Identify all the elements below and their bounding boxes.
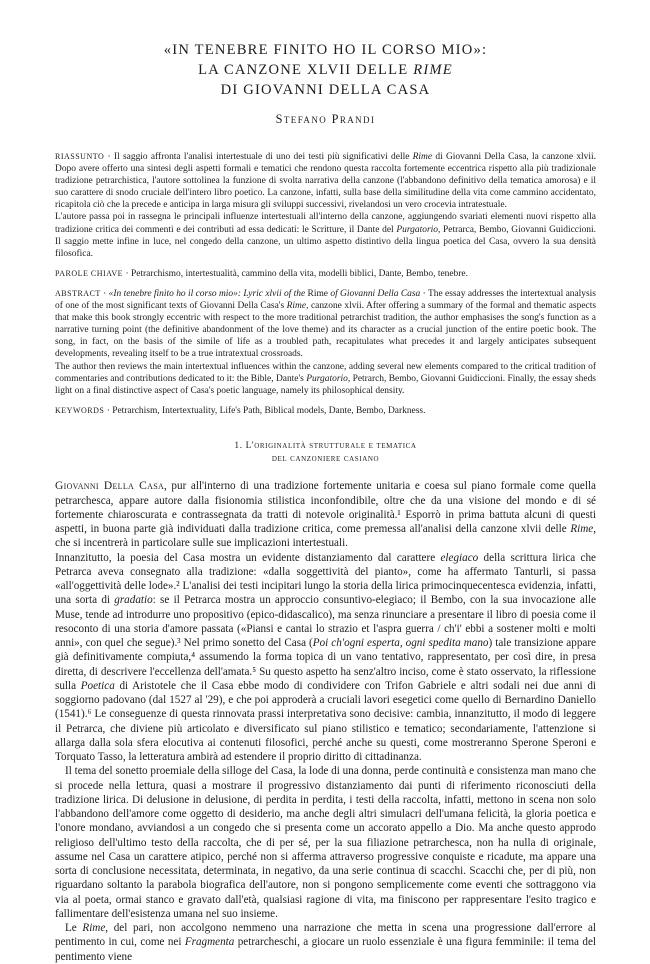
riassunto-paragraph: RIASSUNTO · Il saggio affronta l'analisi intertestuale di uno dei testi più significativi delle Rime di Giovanni Della Casa, la canzone xlvii. Dopo avere offerto una sintesi degli aspetti formali e tematici che rendono questa raccolta fortemente eccentrica rispetto alla più tradizionale tradizione petrarchistica, l'autore sottolinea la funzione di svolta narrativa della canzone (l'abbandono definitivo della tematica amorosa) e il suo carattere di snodo cruciale dell'intero libro poetico. La canzone, infatti, sulla base della similitudine della vita come cammino accidentato, ricapitola ciò che la precede e anticipa in larga misura gli sviluppi successivi, rivelandosi un vero crocevia intratestuale.: [55, 152, 596, 211]
article-title: [55, 40, 596, 100]
article-body: [55, 479, 596, 964]
body-paragraph-2: Innanzitutto, la poesia del Casa mostra un evidente distanziamento dal carattere elegiaco della scrittura lirica che Petrarca aveva consegnato alla tradizione: «dalla soggettività del pianto», come ha affermato Tanturli, si passa «all'oggettività delle lode».² L'analisi dei testi incipitari lungo la storia della lirica primocinquecentesca evidenzia, infatti, una sorta di gradatio: se il Petrarca mostra un approccio consuntivo-elegiaco; il Bembo, con la sua invocazione alle Muse, tende ad introdurre uno propositivo (epico-didascalico), ma senza rinunciare a presentare il libro di poesia come il resoconto di una storia d'amore passata («Piansi e cantai lo strazio et l'aspra guerra / ch'i' ebbi a sostener molti e molti anni», con quel che segue).³ Nel primo sonetto del Casa (Poi ch'ogni esperta, ogni spedita mano) tale transizione appare già definitivamente compiuta,⁴ assumendo la forma topica di un vano tentativo, rappresentato, per così dire, in presa diretta, di descrivere l'eccellenza dell'amata.⁵ Su questo aspetto ha senz'altro inciso, come è stato osservato, la riflessione sulla Poetica di Aristotele che il Casa ebbe modo di condividere con Trifon Gabriele e altri sodali nei due anni di soggiorno padovano (dal 1527 al '29), e che poi approderà a cruciali lavori esegetici come quello di Bernardino Daniello (1541).⁶ Le conseguenze di questa rinnovata prassi interpretativa sono decisive: cambia, innanzitutto, il modo di leggere il Petrarca, che diviene più articolato e diversificato sul piano stilistico e tematico; secondariamente, l'attenzione si allarga dalla sola sfera elocutiva ai contenuti filosofici, perché anche su questi, come mostreranno Sperone Speroni e Torquato Tasso, la letteratura ambirà ad estendere il proprio diritto di cittadinanza.: [55, 551, 597, 764]
body-paragraph-1: Giovanni Della Casa, pur all'interno di una tradizione fortemente unitaria e coesa sul piano formale come quella petrarchesca, appare autore dalla fisionomia stilistica inconfondibile, oltre che da una visione del mondo e di sé fortemente chiaroscurata e contrassegnata da tratti di notevole originalità.¹ Esporrò in prima battuta alcuni di questi aspetti, in buona parte già individuati dalla tradizione critica, come premessa all'analisi della canzone xlvii delle Rime, che si incentrerà in particolare sulle sue implicazioni intertestuali.: [55, 480, 596, 550]
title-line-3: DI GIOVANNI DELLA CASA: [220, 82, 431, 98]
riassunto-paragraph-2: L'autore passa poi in rassegna le principali influenze intertestuali all'interno della canzone, aggiungendo svariati elementi nuovi rispetto alla tradizione critica dei commenti e dei contributi ad essa dedicati: le Scritture, il Dante del Purgatorio, Petrarca, Bembo, Giovanni Guidiccioni. Il saggio mette infine in luce, nel congedo della canzone, un ultimo aspetto distintivo della lingua poetica del Casa, ovvero la sua densità filosofica.: [55, 212, 596, 259]
title-line-1: «IN TENEBRE FINITO HO IL CORSO MIO»:: [163, 42, 488, 58]
parole-chiave: PAROLE CHIAVE · Petrarchismo, intertestualità, cammino della vita, modelli biblici, Dante, Bembo, tenebre.: [55, 268, 468, 279]
author-cap: Giovanni Della Casa: [55, 480, 165, 493]
abstract-paragraph-2: The author then reviews the main intertextual influences within the canzone, adding several new elements compared to the critical tradition of commentaries and contributions dedicated to it: the Bible, Dante's Purgatorio, Petrarch, Bembo, Giovanni Guidiccioni. Finally, the essay sheds light on a final distinctive aspect of Casa's poetic language, namely its philosophical density.: [55, 361, 596, 396]
article-page: [55, 40, 596, 964]
section-heading-line-2: del canzoniere casiano: [271, 453, 380, 464]
body-paragraph-3: Il tema del sonetto proemiale della silloge del Casa, la lode di una donna, perde continuità e consistenza man mano che si procede nella lettura, quasi a mostrare il progressivo distanziamento dai punti di riferimento riconosciuti della tradizione lirica. Di delusione in delusione, di perdita in perdita, i testi della raccolta, infatti, mettono in scena non solo l'abbandono dell'amore come oggetto di desiderio, ma anche degli altri simulacri dell'umana felicità, la gloria poetica e l'onore mondano, avviandosi a un congedo che si presenta come un accorato appello a Dio. Ma anche questo approdo religioso dell'ultimo testo della raccolta, che di per sé, per la sua filiazione petrarchesca, non ha nulla di originale, assume nel Casa un carattere atipico, perché non si afferma attraverso progressive conquiste e ricadute, ma appare una sorta di conclusione necessitata, determinata, in negativo, da una serie continua di scacchi. Scacchi che, per di più, non riguardano soltanto la parabola biografica dell'autore, non si pongono semplicemente come eventi che sottraggono via via al poeta, ormai stanco e gravato dall'età, qualsiasi ragione di vita, ma finiscono per rappresentare l'esito tragico e fallimentare dell'esistenza umana nel suo insieme.: [55, 765, 596, 920]
author-name: Stefano Prandi: [275, 112, 376, 126]
riassunto-label: RIASSUNTO: [55, 152, 105, 161]
abstracts-block: [55, 151, 596, 417]
section-heading-line-1: 1. L'originalità strutturale e tematica: [234, 440, 417, 451]
keywords: KEYWORDS · Petrarchism, Intertextuality, Life's Path, Biblical models, Dante, Bembo, Darkness.: [55, 405, 426, 416]
keywords-label: KEYWORDS: [55, 405, 105, 415]
body-paragraph-4: Le Rime, del pari, non accolgono nemmeno una narrazione che metta in scena una progressione dall'errore al pentimento in cui, come nei Fragmenta petrarcheschi, a giocare un ruolo essenziale è una figura femminile: il tema del pentimento viene: [55, 922, 596, 963]
title-line-2: LA CANZONE XLVII DELLE RIME: [198, 62, 453, 78]
section-heading: [55, 440, 596, 466]
abstract-label: ABSTRACT: [55, 288, 101, 298]
parole-chiave-label: PAROLE CHIAVE: [55, 268, 124, 278]
abstract-paragraph: ABSTRACT · «In tenebre finito ho il corso mio»: Lyric xlvii of the Rime of Giovanni Della Casa · The essay addresses the intertextual analysis of one of the most significant texts of Giovanni Della Casa's Rime, canzone xlvii. After offering a summary of the formal and thematic aspects that make this book strongly eccentric with respect to the more traditional petrarchist tradition, the author emphasises the song's function as a narrative turning point (the definitive abandonment of the love theme) and its character as a crucial junction of the entire poetic book. The song, in fact, on the basis of the simile of life as a troubled path, recapitulates what precedes it and largely anticipates subsequent developments, revealing itself to be a true intratextual crossroads.: [55, 288, 596, 360]
